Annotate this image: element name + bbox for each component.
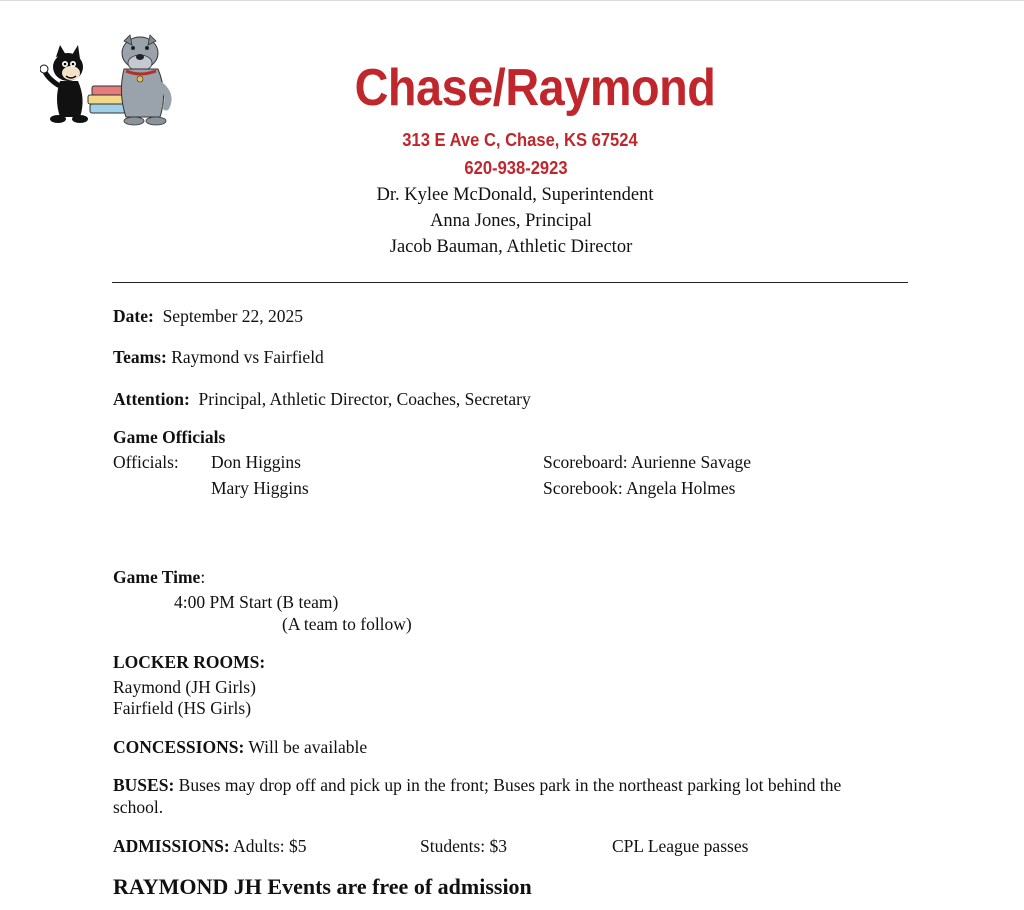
page-top-border	[0, 0, 1024, 1]
principal-line: Anna Jones, Principal	[430, 211, 592, 231]
concessions-row	[113, 736, 367, 758]
officials-label: Officials:	[113, 452, 179, 472]
buses-row	[113, 774, 841, 796]
header-divider	[112, 282, 908, 283]
teams-row	[113, 346, 324, 368]
game-time-row	[113, 566, 205, 588]
scorebook-official: Scorebook: Angela Holmes	[543, 478, 736, 498]
admissions-students: Students: $3	[420, 836, 508, 856]
game-time-label: Game Time	[113, 567, 201, 587]
locker-room-item: Fairfield (HS Girls)	[113, 698, 252, 718]
admissions-label: ADMISSIONS:	[113, 836, 230, 856]
game-start-time: 4:00 PM Start (B team)	[174, 592, 339, 612]
date-row	[113, 305, 303, 327]
attention-row	[113, 388, 531, 410]
date-value: September 22, 2025	[162, 306, 304, 326]
school-phone: 620-938-2923	[464, 158, 568, 178]
mascot-logo	[40, 33, 175, 128]
concessions-label: CONCESSIONS:	[113, 737, 245, 757]
school-name: Chase/Raymond	[354, 59, 716, 117]
officials-heading: Game Officials	[113, 427, 226, 447]
locker-room-item: Raymond (JH Girls)	[113, 677, 256, 697]
athletic-director-line: Jacob Bauman, Athletic Director	[389, 237, 633, 257]
school-address: 313 E Ave C, Chase, KS 67524	[402, 130, 638, 150]
attention-label: Attention:	[113, 389, 190, 409]
game-follow-note: (A team to follow)	[282, 614, 412, 634]
buses-text-line2: school.	[113, 797, 164, 817]
concessions-value: Will be available	[248, 737, 368, 757]
game-time-colon: :	[200, 567, 206, 587]
superintendent-line: Dr. Kylee McDonald, Superintendent	[376, 185, 654, 205]
scoreboard-official: Scoreboard: Aurienne Savage	[543, 452, 751, 472]
admissions-row	[113, 835, 307, 857]
official-name: Don Higgins	[211, 452, 301, 472]
buses-text-line1: Buses may drop off and pick up in the front; Buses park in the northeast parking lot behind the	[178, 775, 842, 795]
locker-rooms-label: LOCKER ROOMS:	[113, 652, 266, 672]
teams-label: Teams:	[113, 347, 167, 367]
buses-label: BUSES:	[113, 775, 175, 795]
admissions-adults: Adults: $5	[233, 836, 307, 856]
admissions-passes: CPL League passes	[612, 836, 749, 856]
attention-value: Principal, Athletic Director, Coaches, Secretary	[198, 389, 531, 409]
free-admission-note: RAYMOND JH Events are free of admission	[113, 874, 532, 899]
official-name: Mary Higgins	[211, 478, 309, 498]
teams-value: Raymond vs Fairfield	[171, 347, 324, 367]
date-label: Date:	[113, 306, 154, 326]
